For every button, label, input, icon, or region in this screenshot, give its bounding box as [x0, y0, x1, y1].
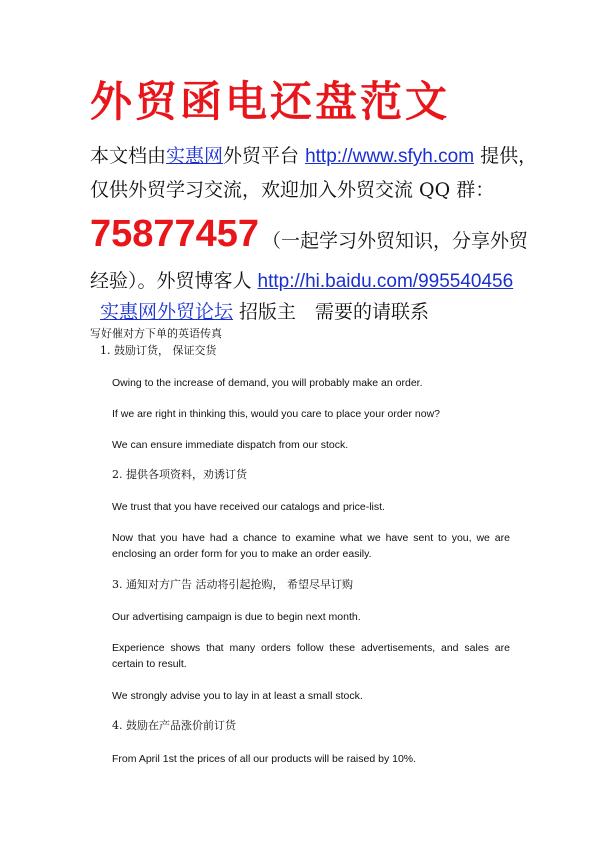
forum-suffix: 招版主 需要的请联系	[233, 301, 430, 323]
forum-link[interactable]: 实惠网外贸论坛	[100, 301, 234, 323]
section-2-title: 2. 提供各项资料，劝诱订货	[112, 468, 247, 481]
section-2-paragraph-1: We trust that you have received our catalogs and price-list.	[112, 501, 385, 513]
section-heading: 写好催对方下单的英语传真	[90, 327, 222, 340]
intro-line-1	[90, 143, 537, 170]
section-1-paragraph-1: Owing to the increase of demand, you will probably make an order.	[112, 377, 423, 389]
section-3-title: 3. 通知对方广告 活动将引起抢购， 希望尽早订购	[112, 578, 353, 591]
blog-prefix: 经验）。外贸博客人	[90, 270, 258, 292]
section-4-title: 4. 鼓励在产品涨价前订货	[112, 719, 236, 732]
section-1-title: 1. 鼓励订货， 保证交货	[100, 344, 217, 357]
section-2-paragraph-2: Now that you have had a chance to examine what we have sent to you, we are enclosing an order form for you to make an order easily.	[112, 532, 510, 560]
intro-line-4	[90, 268, 513, 295]
section-3-paragraph-1: Our advertising campaign is due to begin next month.	[112, 611, 361, 623]
intro-platform-text: 外贸平台	[223, 145, 306, 167]
section-3-paragraph-3: We strongly advise you to lay in at least a small stock.	[112, 690, 363, 702]
qq-group-number: 75877457	[90, 213, 260, 255]
section-4-paragraph-1: From April 1st the prices of all our products will be raised by 10%.	[112, 753, 417, 765]
intro-line-2: 仅供外贸学习交流，欢迎加入外贸交流 QQ 群：	[90, 179, 495, 201]
qq-note: （一起学习外贸知识，分享外贸	[262, 230, 529, 252]
section-1-paragraph-3: We can ensure immediate dispatch from our stock.	[112, 439, 349, 451]
intro-prefix: 本文档由	[90, 145, 167, 167]
intro-line-5	[100, 299, 429, 325]
document-title: 外贸函电还盘范文	[90, 77, 451, 126]
sfyh-link[interactable]: 实惠网	[166, 145, 224, 167]
sfyh-url-link[interactable]: http://www.sfyh.com	[305, 146, 475, 167]
section-3-paragraph-2: Experience shows that many orders follow these advertisements, and sales are certain to result.	[112, 642, 510, 670]
baidu-blog-link[interactable]: http://hi.baidu.com/995540456	[257, 271, 514, 292]
intro-provided-text: 提供，	[474, 145, 538, 167]
section-1-paragraph-2: If we are right in thinking this, would you care to place your order now?	[112, 408, 441, 420]
